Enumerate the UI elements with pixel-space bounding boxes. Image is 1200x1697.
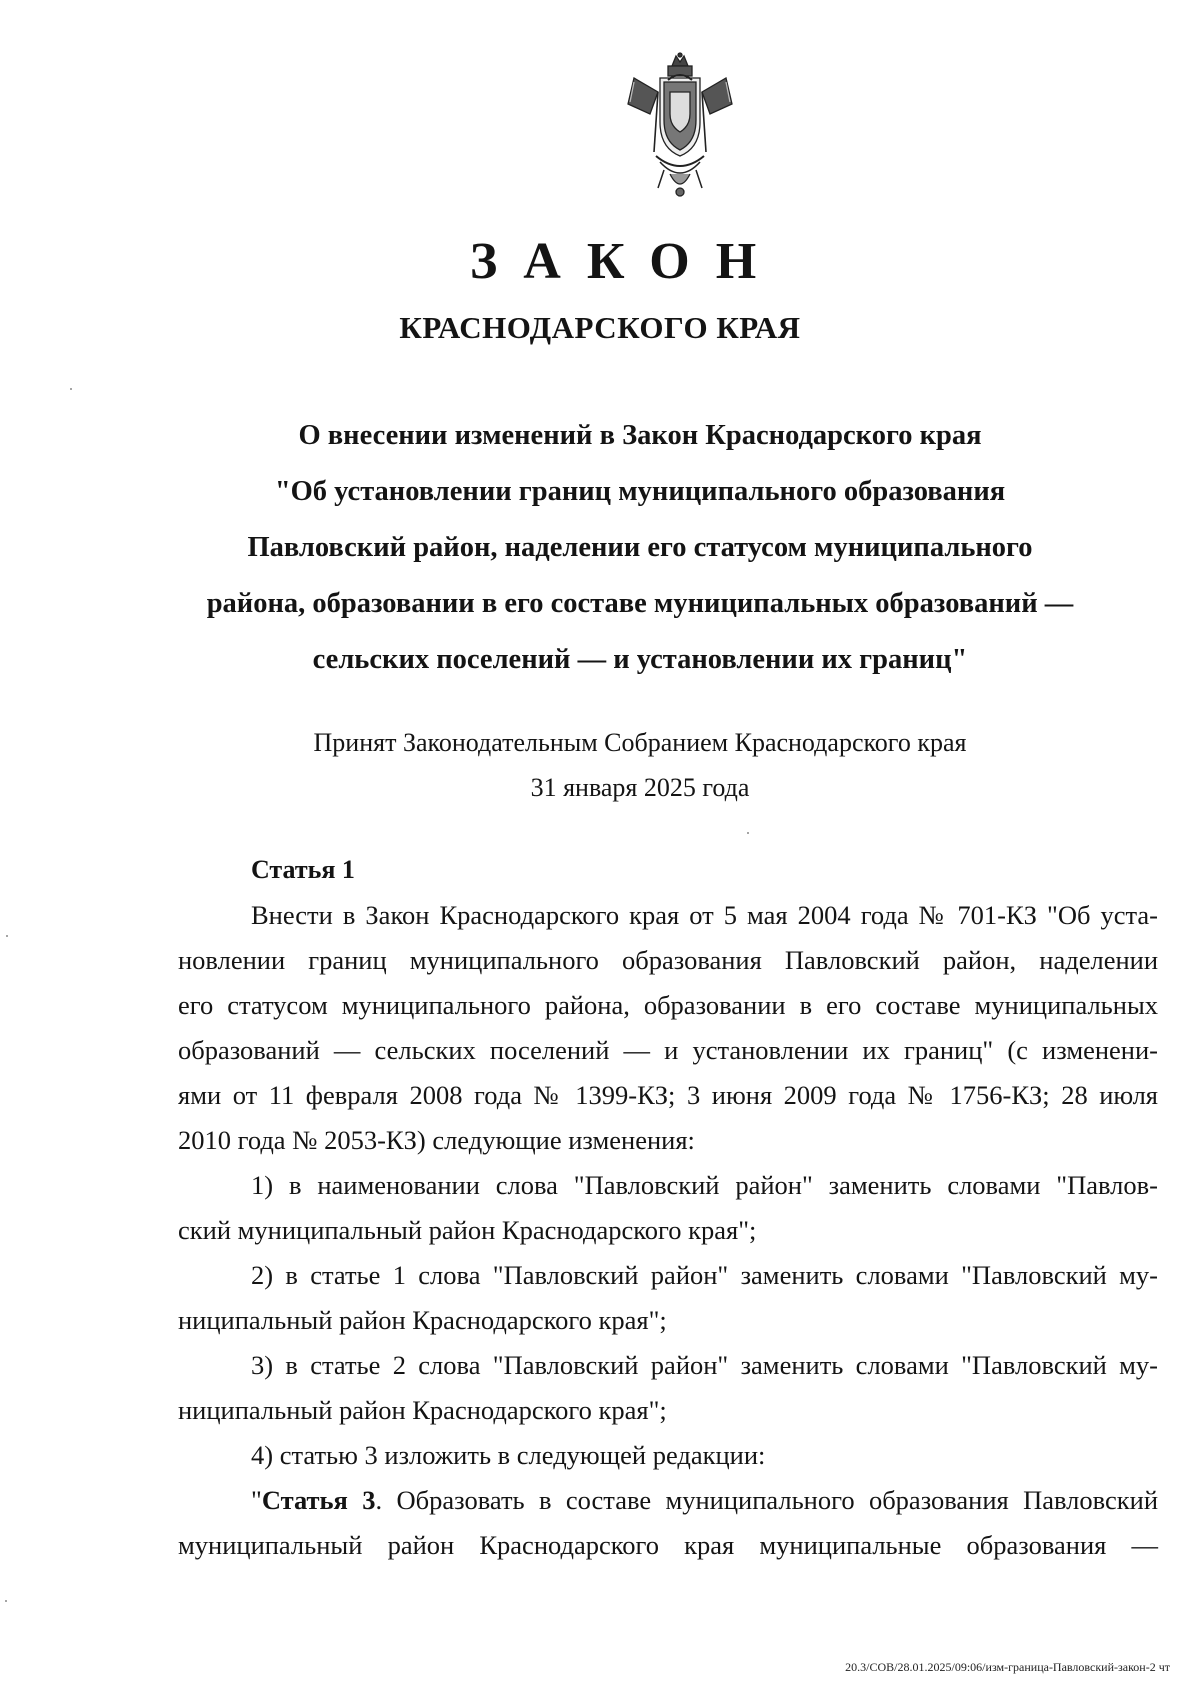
law-name-line: района, образовании в его составе муниципальных образований — [206,588,1074,619]
body-line: муниципальный район Краснодарского края муниципальные образования — [178,1530,1158,1560]
body-line: 2) в статье 1 слова "Павловский район" заменить словами "Павловский му- [251,1260,1158,1290]
body-line: 2010 года № 2053-КЗ) следующие изменения: [178,1125,695,1155]
law-name-line: сельских поселений — и установлении их границ" [312,644,968,675]
adoption-line: Принят Законодательным Собранием Краснодарского края [313,728,967,757]
scan-speck [6,935,8,937]
body-line: ниципальный район Краснодарского края"; [178,1305,667,1335]
body-line: образований — сельских поселений — и установлении их границ" (с изменени- [178,1035,1158,1065]
coat-of-arms-icon [620,52,740,202]
law-name [140,408,1140,688]
adoption-info [140,720,1140,810]
document-title: ЗАКОН [469,233,783,290]
quote-article-3-label: Статья 3 [261,1485,376,1515]
law-name-line: Павловский район, наделении его статусом муниципального [247,532,1033,563]
body-line: новлении границ муниципального образования Павловский район, наделении [178,945,1158,975]
scan-speck [747,832,749,834]
body-line: его статусом муниципального района, образовании в его составе муниципальных [178,990,1158,1020]
scan-speck [70,388,72,390]
law-name-line: О внесении изменений в Закон Краснодарского края [298,420,982,451]
body-line: 4) статью 3 изложить в следующей редакции: [251,1440,766,1470]
body-line: 1) в наименовании слова "Павловский район" заменить словами "Павлов- [251,1170,1158,1200]
scan-speck [5,1600,7,1602]
quote-line [178,1478,1158,1523]
article-1-heading: Статья 1 [251,855,355,884]
quote-text: . Образовать в составе муниципального образования Павловский [375,1485,1158,1515]
body-line: ями от 11 февраля 2008 года № 1399-КЗ; 3 июня 2009 года № 1756-КЗ; 28 июля [178,1080,1158,1110]
quote-open: " [251,1485,262,1515]
document-code: 20.3/СОВ/28.01.2025/09:06/изм-граница-Павловский-закон-2 чт [845,1660,1170,1674]
adoption-date: 31 января 2025 года [530,773,750,802]
body-line: ниципальный район Краснодарского края"; [178,1395,667,1425]
document-subtitle: КРАСНОДАРСКОГО КРАЯ [399,310,801,345]
body-line: 3) в статье 2 слова "Павловский район" заменить словами "Павловский му- [251,1350,1158,1380]
law-name-line: "Об установлении границ муниципального образования [274,476,1006,507]
body-line: Внести в Закон Краснодарского края от 5 мая 2004 года № 701-КЗ "Об уста- [251,900,1158,930]
body-line: ский муниципальный район Краснодарского края"; [178,1215,757,1245]
article-1-body [178,893,1158,1568]
